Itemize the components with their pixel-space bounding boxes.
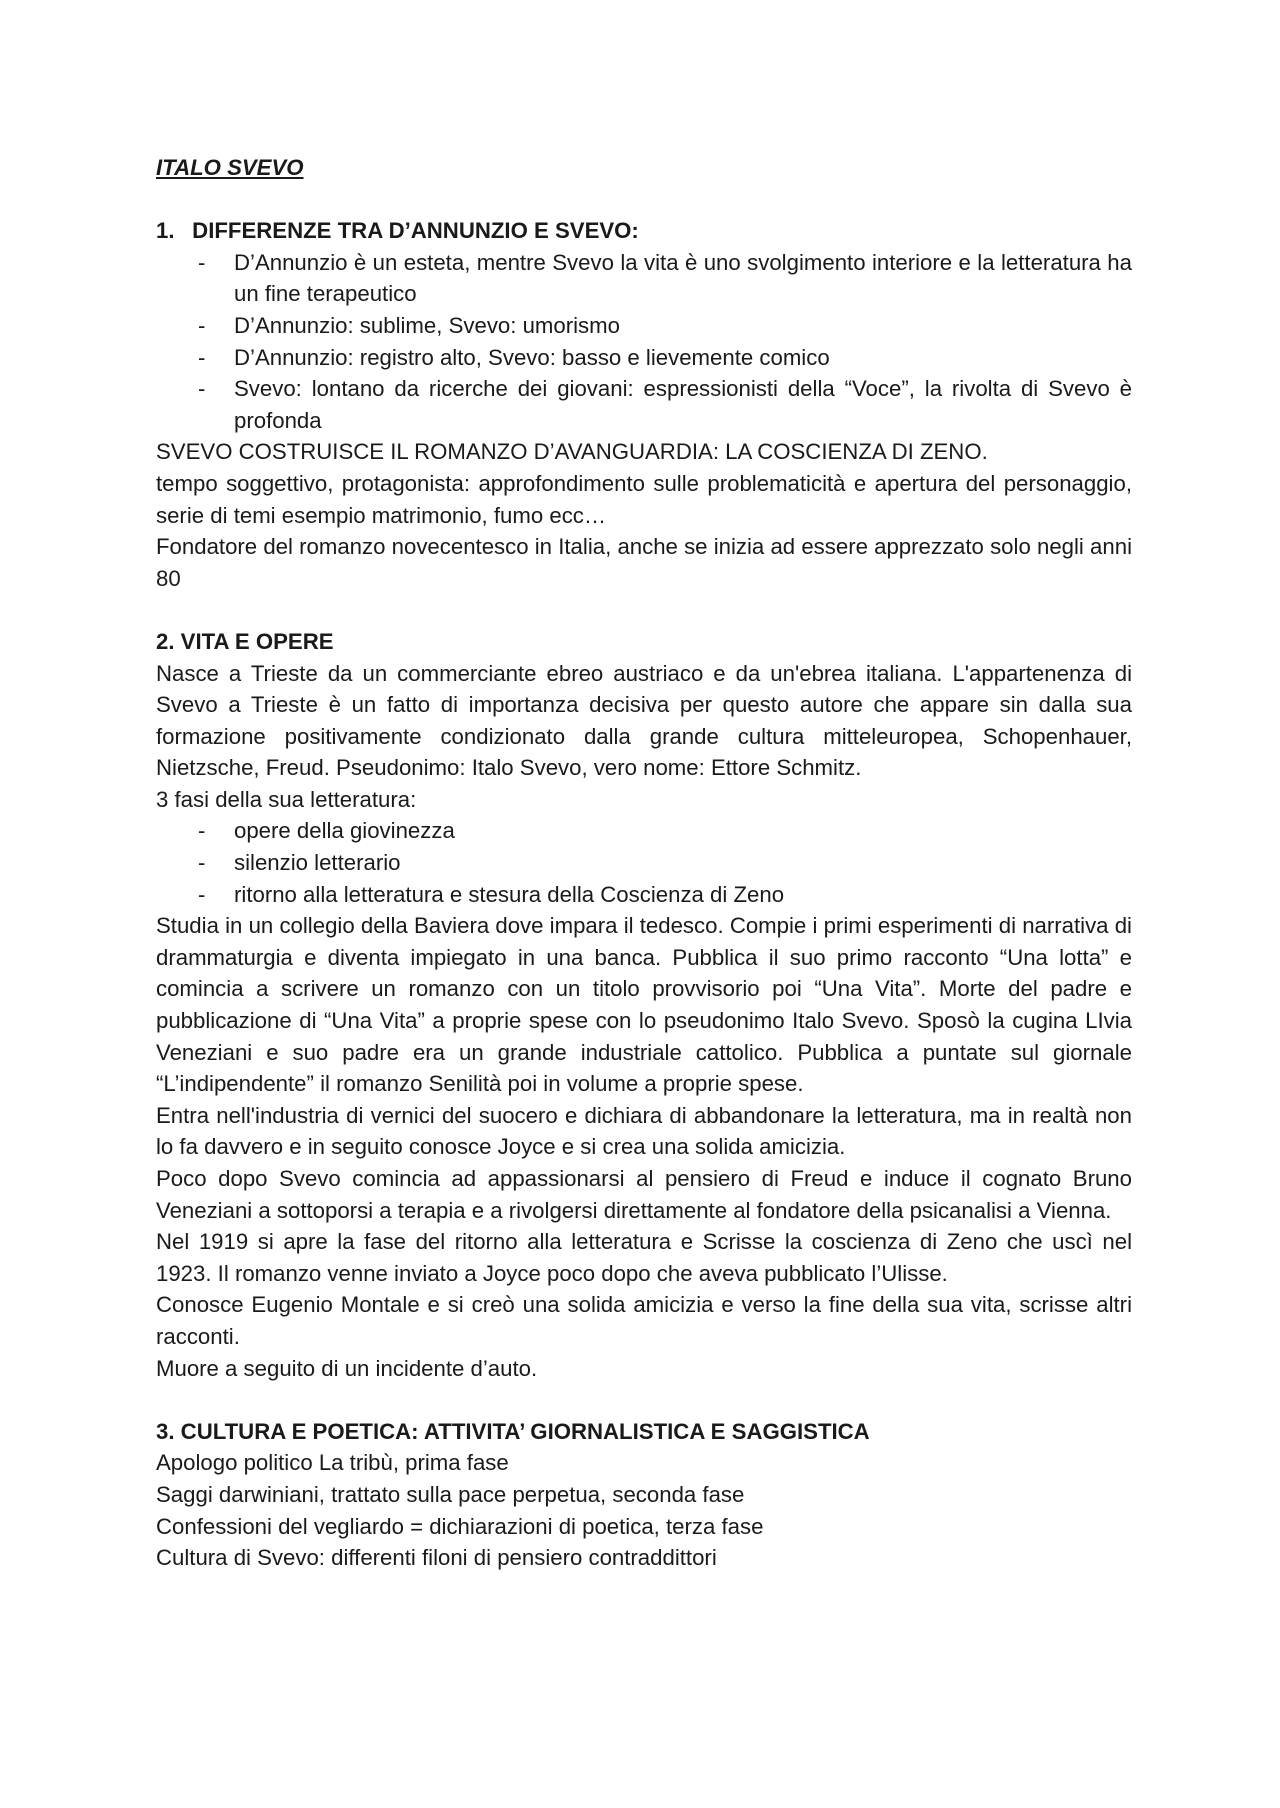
paragraph: SVEVO COSTRUISCE IL ROMANZO D’AVANGUARDIA: LA COSCIENZA DI ZENO. [156, 439, 988, 465]
paragraph: Nel 1919 si apre la fase del ritorno alla letteratura e Scrisse la coscienza di Zeno che uscì nel 1923. Il romanzo venne inviato a Joyce poco dopo che aveva pubblicato l’Ulisse. [156, 1229, 1132, 1286]
list-item: - silenzio letterario [156, 847, 1132, 879]
section-heading-cultura-poetica: 3. CULTURA E POETICA: ATTIVITA’ GIORNALISTICA E SAGGISTICA [156, 1418, 870, 1444]
section-number: 1. [156, 218, 175, 244]
spacer [156, 594, 1132, 626]
list-item: - Svevo: lontano da ricerche dei giovani: espressionisti della “Voce”, la rivolta di Svevo è profonda [156, 373, 1132, 436]
section-heading-differenze [156, 215, 1132, 247]
line: Apologo politico La tribù, prima fase [156, 1450, 509, 1476]
list-item: - D’Annunzio è un esteta, mentre Svevo la vita è uno svolgimento interiore e la letteratura ha un fine terapeutico [156, 247, 1132, 310]
spacer [156, 184, 1132, 216]
paragraph: Conosce Eugenio Montale e si creò una solida amicizia e verso la fine della sua vita, scrisse altri racconti. [156, 1292, 1132, 1349]
line: Saggi darwiniani, trattato sulla pace perpetua, seconda fase [156, 1481, 745, 1507]
list-item: - ritorno alla letteratura e stesura della Coscienza di Zeno [156, 879, 1132, 911]
list-item: - D’Annunzio: registro alto, Svevo: basso e lievemente comico [156, 342, 1132, 374]
list-item: - opere della giovinezza [156, 815, 1132, 847]
phases-list [156, 815, 1132, 910]
document-title: ITALO SVEVO [156, 155, 304, 180]
paragraph: Fondatore del romanzo novecentesco in Italia, anche se inizia ad essere apprezzato solo negli anni 80 [156, 534, 1132, 591]
paragraph: Poco dopo Svevo comincia ad appassionarsi al pensiero di Freud e induce il cognato Bruno Veneziani a sottoporsi a terapia e a rivolgersi direttamente al fondatore della psicanalisi a Vienna. [156, 1166, 1132, 1223]
paragraph: tempo soggettivo, protagonista: approfondimento sulle problematicità e apertura del personaggio, serie di temi esempio matrimonio, fumo ecc… [156, 470, 1132, 528]
paragraph: Muore a seguito di un incidente d’auto. [156, 1355, 538, 1381]
paragraph: Entra nell'industria di vernici del suocero e dichiara di abbandonare la letteratura, ma in realtà non lo fa davvero e in seguito conosce Joyce e si crea una solida amicizia. [156, 1102, 1132, 1160]
section-heading-text: DIFFERENZE TRA D’ANNUNZIO E SVEVO: [192, 218, 639, 244]
spacer [156, 1384, 1132, 1416]
phases-label: 3 fasi della sua letteratura: [156, 786, 417, 812]
paragraph: Nasce a Trieste da un commerciante ebreo austriaco e da un'ebrea italiana. L'appartenenza di Svevo a Trieste è un fatto di importanza decisiva per questo autore che appare sin dalla sua formazione positivamente condizionato dalla grande cultura mitteleuropea, Schopenhauer, Nietzsche, Freud. Pseudonimo: Italo Svevo, vero nome: Ettore Schmitz. [156, 660, 1132, 781]
list-item: - D’Annunzio: sublime, Svevo: umorismo [156, 310, 1132, 342]
paragraph: Studia in un collegio della Baviera dove impara il tedesco. Compie i primi esperimenti di narrativa di drammaturgia e diventa impiegato in una banca. Pubblica il suo primo racconto “Una lotta” e comincia a scrivere un romanzo con un titolo provvisorio poi “Una Vita”. Morte del padre e pubblicazione di “Una Vita” a proprie spese con lo pseudonimo Italo Svevo. Sposò la cugina LIvia Veneziani e suo padre era un grande industriale cattolico. Pubblica a puntate sul giornale “L’indipendente” il romanzo Senilità poi in volume a proprie spese. [156, 913, 1132, 1097]
differences-list [156, 247, 1132, 437]
section-heading-vita-opere: 2. VITA E OPERE [156, 628, 334, 654]
line: Cultura di Svevo: differenti filoni di pensiero contraddittori [156, 1545, 717, 1571]
line: Confessioni del vegliardo = dichiarazioni di poetica, terza fase [156, 1513, 764, 1539]
